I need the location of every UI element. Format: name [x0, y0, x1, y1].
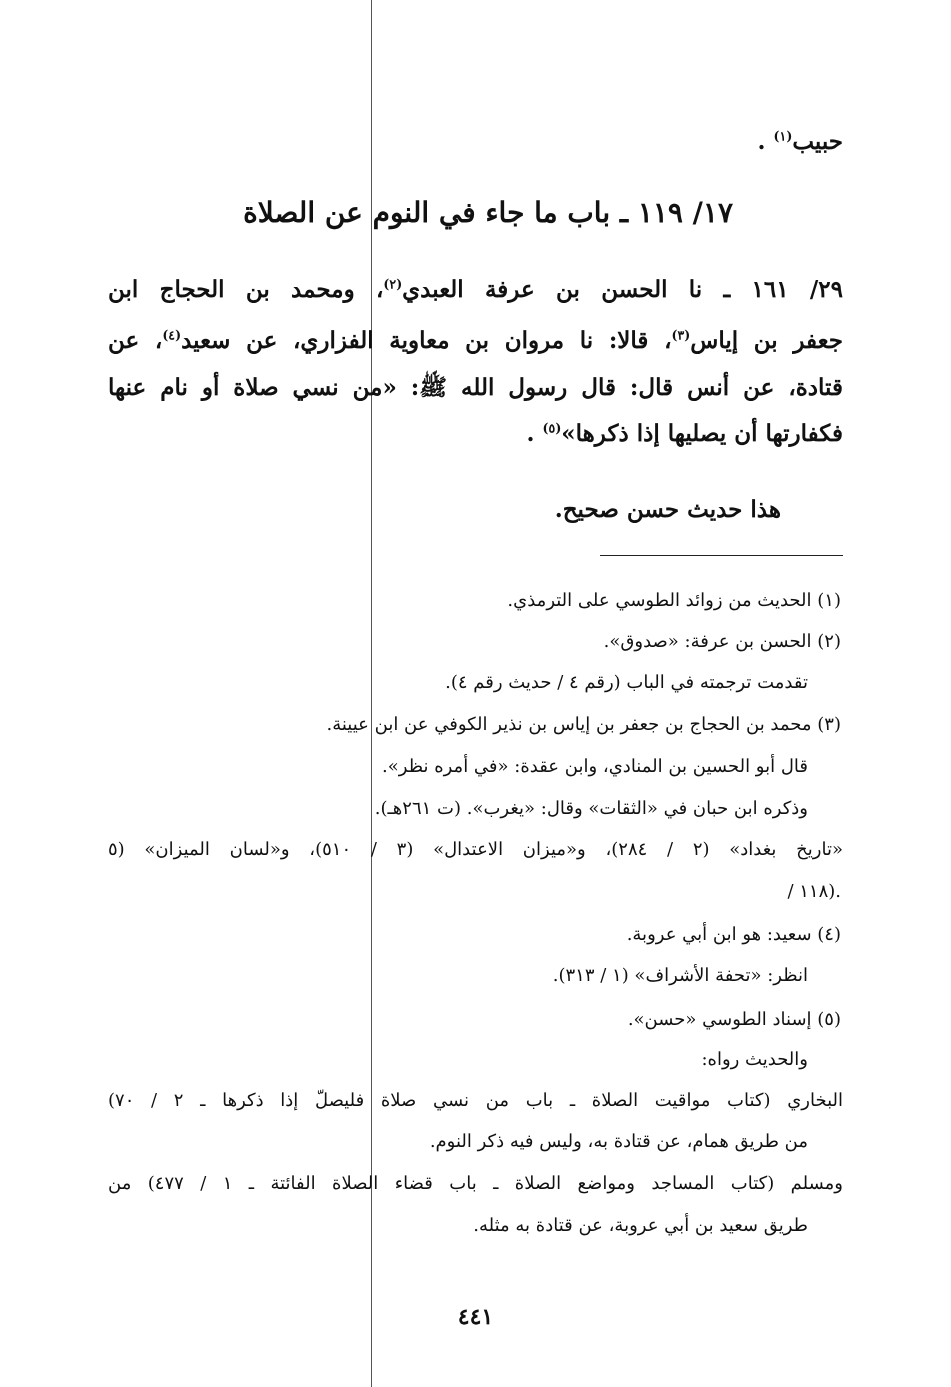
footnote-ref: (١) [773, 128, 793, 144]
footnote-3-cont-2: وذكره ابن حبان في «الثقات» وقال: «يغرب». (ت ٢٦١هـ). [374, 798, 808, 819]
footnote-3-cont-1: قال أبو الحسين بن المنادي، وابن عقدة: «في أمره نظر». [382, 756, 808, 777]
footnote-ref: (٤) [162, 327, 182, 343]
hadith-line-1: ٢٩/ ١٦١ ـ نا الحسن بن عرفة العبدي$^{(٢)}$، ومحمد بن الحجاج ابن [108, 276, 843, 303]
footnote-4-cont: انظر: «تحفة الأشراف» (١ / ٣١٣). [552, 965, 808, 986]
footnote-1: (١) الحديث من زوائد الطوسي على الترمذي. [507, 590, 841, 611]
top-word: حبيب [792, 128, 843, 155]
hadith-line-4: فكفارتها أن يصليها إذا ذكرها»$^{(٥)}$ . [526, 420, 843, 447]
footnote-2: (٢) الحسن بن عرفة: «صدوق». [603, 631, 841, 652]
footnote-ref: (٣) [671, 327, 691, 343]
footnote-3-cont-4: / ١١٨). [787, 881, 841, 902]
footnote-ref: (٢) [383, 276, 403, 292]
footnote-2-cont: تقدمت ترجمته في الباب (رقم ٤ / حديث رقم ٤). [445, 672, 808, 693]
hadith-grade: هذا حديث حسن صحيح. [554, 496, 781, 523]
chapter-title: ١٧/ ١١٩ ـ باب ما جاء في النوم عن الصلاة [243, 196, 733, 229]
footnote-5-cont-2: البخاري (كتاب مواقيت الصلاة ـ باب من نسي صلاة فليصلّ إذا ذكرها ـ ٢ / ٧٠) [108, 1090, 843, 1111]
footnote-ref: (٥) [542, 420, 562, 436]
footnote-3: (٣) محمد بن الحجاج بن جعفر بن إياس بن نذير الكوفي عن ابن عيينة. [326, 714, 841, 735]
page-number: ٤٤١ [457, 1304, 494, 1330]
footnote-5-cont-1: والحديث رواه: [701, 1049, 808, 1070]
footnote-3-cont-3: «تاريخ بغداد» (٢ / ٢٨٤)، و«ميزان الاعتدال» (٣ / ٥١٠)، و«لسان الميزان» (٥ [108, 839, 843, 860]
footnote-5-cont-5: طريق سعيد بن أبي عروبة، عن قتادة به مثله. [473, 1215, 808, 1236]
footnote-5-cont-4: ومسلم (كتاب المساجد ومواضع الصلاة ـ باب قضاء الصلاة الفائتة ـ ١ / ٤٧٧) من [108, 1173, 843, 1194]
footnote-5-cont-3: من طريق همام، عن قتادة به، وليس فيه ذكر النوم. [429, 1131, 808, 1152]
footnote-5: (٥) إسناد الطوسي «حسن». [627, 1009, 841, 1030]
top-continuation-line: حبيب$^{(١)}$ . [757, 128, 843, 155]
hadith-line-3: قتادة، عن أنس قال: قال رسول الله ﷺ: «من نسي صلاة أو نام عنها [108, 374, 843, 401]
footnote-4: (٤) سعيد: هو ابن أبي عروبة. [626, 924, 841, 945]
hadith-line-2: جعفر بن إياس$^{(٣)}$، قالا: نا مروان بن معاوية الفزاري، عن سعيد$^{(٤)}$، عن [108, 327, 843, 354]
footnote-separator [600, 555, 843, 556]
